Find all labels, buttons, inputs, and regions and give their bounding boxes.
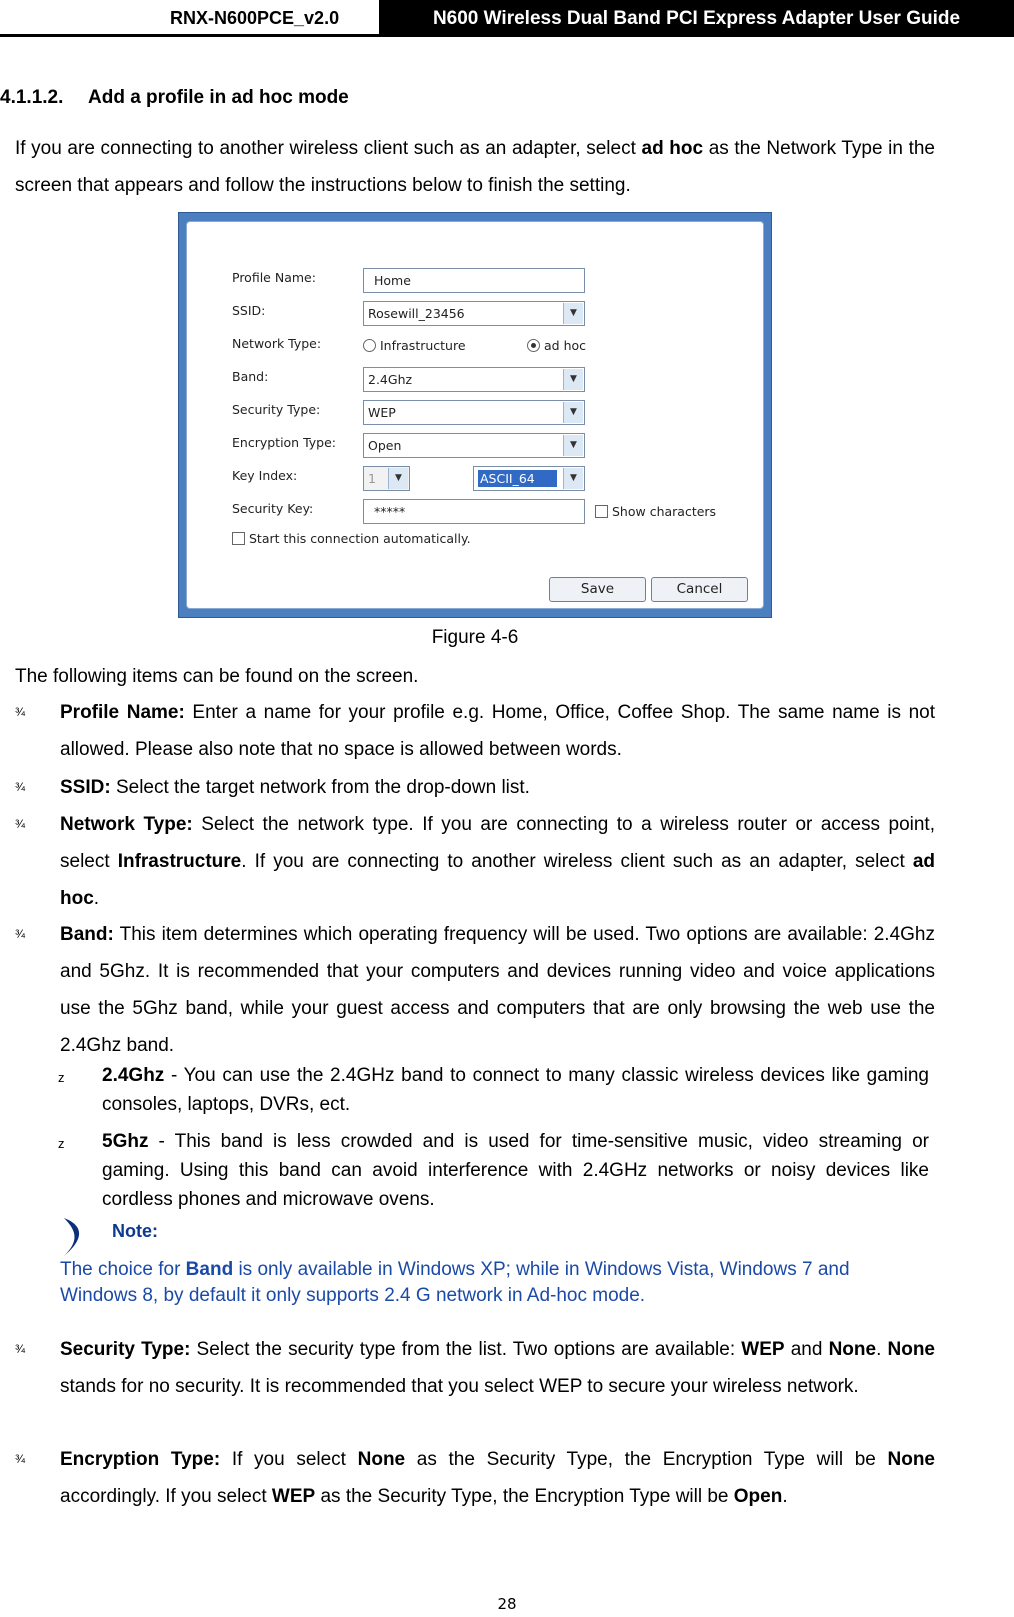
item-text: - You can use the 2.4GHz band to connect to many classic wireless devices like gaming consoles, laptops, DVRs, ect. <box>102 1065 929 1115</box>
bullet-glyph: ¾ <box>15 705 26 719</box>
note-label: Note: <box>112 1221 158 1241</box>
item-term: None <box>887 1339 935 1360</box>
item-term: Encryption Type: <box>60 1449 221 1470</box>
label-profile-name: Profile Name: <box>232 270 316 285</box>
bullet-glyph: ¾ <box>15 1342 26 1356</box>
key-index-select[interactable] <box>363 466 410 491</box>
note-text <box>60 1257 930 1309</box>
section-title: Add a profile in ad hoc mode <box>88 87 349 108</box>
ssid-value: Rosewill_23456 <box>368 306 465 321</box>
checkbox-icon[interactable] <box>232 532 245 545</box>
item-band <box>60 916 935 1064</box>
intro-paragraph <box>15 130 935 204</box>
radio-infrastructure[interactable] <box>363 338 466 353</box>
cancel-button[interactable]: Cancel <box>651 577 748 602</box>
item-text: . If you are connecting to another wireless client such as an adapter, select <box>241 851 913 872</box>
item-text: . <box>93 888 100 909</box>
item-text: Select the security type from the list. Two options are available: <box>190 1339 742 1360</box>
label-encryption-type: Encryption Type: <box>232 435 337 450</box>
item-text: Select the target network from the drop-down list. <box>110 777 530 798</box>
item-text: . <box>782 1486 788 1507</box>
item-security-type <box>60 1331 935 1405</box>
label-security-key: Security Key: <box>232 501 314 516</box>
bullet-glyph: ¾ <box>15 817 26 831</box>
checkbox-icon[interactable] <box>595 505 608 518</box>
radio-ad-hoc[interactable] <box>527 338 586 353</box>
section-heading <box>0 87 349 109</box>
item-term: WEP <box>741 1339 785 1360</box>
item-text: as the Security Type, the Encryption Type will be <box>405 1449 888 1470</box>
profile-dialog <box>186 221 764 609</box>
security-type-value: WEP <box>368 405 396 420</box>
sub-bullet-glyph: z <box>58 1070 65 1085</box>
encryption-type-value: Open <box>368 438 402 453</box>
item-text: stands for no security. It is recommended that you select WEP to secure your wireless network. <box>60 1376 859 1397</box>
security-type-select[interactable] <box>363 400 585 425</box>
item-term: Band: <box>60 924 114 945</box>
profile-name-input[interactable]: Home <box>363 268 585 293</box>
intro-text-1: If you are connecting to another wireless client such as an adapter, select <box>15 138 642 159</box>
figure-caption: Figure 4-6 <box>431 627 519 648</box>
label-key-index: Key Index: <box>232 468 298 483</box>
show-characters-label: Show characters <box>612 504 717 519</box>
item-term: Profile Name: <box>60 702 185 723</box>
section-number: 4.1.1.2. <box>0 87 64 108</box>
chevron-down-icon[interactable]: ▼ <box>563 402 583 423</box>
item-text: Select the network type. If you are connecting to a wireless router or access point, select <box>60 814 935 872</box>
chevron-down-icon[interactable]: ▼ <box>563 435 583 456</box>
item-encryption-type <box>60 1441 935 1515</box>
intro-bold: ad hoc <box>641 138 704 159</box>
item-term: Network Type: <box>60 814 193 835</box>
band-select[interactable] <box>363 367 585 392</box>
header-model: RNX-N600PCE_v2.0 <box>170 8 340 28</box>
item-term: None <box>357 1449 406 1470</box>
lead-text: The following items can be found on the screen. <box>15 666 419 687</box>
item-profile-name <box>60 694 935 768</box>
item-term: None <box>828 1339 877 1360</box>
bullet-glyph: ¾ <box>15 780 26 794</box>
start-auto-label: Start this connection automatically. <box>249 531 471 546</box>
item-term: 5Ghz <box>102 1131 149 1152</box>
page-number: 28 <box>497 1595 517 1613</box>
chevron-down-icon[interactable]: ▼ <box>563 369 583 390</box>
bullet-glyph: ¾ <box>15 927 26 941</box>
item-term: Open <box>733 1486 783 1507</box>
sub-bullet-glyph: z <box>58 1136 65 1151</box>
key-format-select[interactable] <box>473 466 585 491</box>
item-term: None <box>887 1449 935 1470</box>
save-button[interactable]: Save <box>549 577 646 602</box>
header-title: N600 Wireless Dual Band PCI Express Adapter User Guide <box>379 0 1014 36</box>
ssid-select[interactable] <box>363 301 585 326</box>
item-text: Enter a name for your profile e.g. Home, Office, Coffee Shop. The same name is not allowed. Please also note that no space is allowed between words. <box>60 702 935 760</box>
label-ssid: SSID: <box>232 303 266 318</box>
encryption-type-select[interactable] <box>363 433 585 458</box>
label-band: Band: <box>232 369 269 384</box>
note-text-1: The choice for <box>60 1259 186 1280</box>
start-auto-checkbox[interactable] <box>232 531 471 546</box>
item-term: Security Type: <box>60 1339 191 1360</box>
label-network-type: Network Type: <box>232 336 322 351</box>
item-term: ad hoc <box>60 851 935 909</box>
security-key-input[interactable]: ***** <box>363 499 585 524</box>
radio-infrastructure-label: Infrastructure <box>380 338 466 353</box>
item-term: SSID: <box>60 777 111 798</box>
item-ssid <box>60 769 935 806</box>
key-index-value: 1 <box>368 471 376 486</box>
note-bold: Band <box>185 1259 234 1280</box>
item-text: - This band is less crowded and is used for time-sensitive music, video streaming or gaming. Using this band can avoid interference with 2.4GHz networks or noisy devices like cordless phones and microwave ovens. <box>102 1131 929 1210</box>
item-term: 2.4Ghz <box>102 1065 165 1086</box>
page-header <box>0 0 1014 38</box>
show-characters-checkbox[interactable] <box>595 504 716 519</box>
item-band-5ghz <box>102 1127 929 1214</box>
profile-dialog-figure <box>178 212 772 618</box>
radio-selected-icon[interactable] <box>527 339 540 352</box>
note-icon <box>58 1216 94 1258</box>
note-text-2: is only available in Windows XP; while in Windows Vista, Windows 7 and Windows 8, by default it only supports 2.4 G network in Ad-hoc mode. <box>60 1259 850 1306</box>
chevron-down-icon[interactable]: ▼ <box>563 468 583 489</box>
item-text: accordingly. If you select <box>60 1486 272 1507</box>
band-value: 2.4Ghz <box>368 372 413 387</box>
key-format-value: ASCII_64 <box>478 470 557 487</box>
item-band-24ghz <box>102 1061 929 1119</box>
bullet-glyph: ¾ <box>15 1452 26 1466</box>
item-text: This item determines which operating frequency will be used. Two options are available: 2.4Ghz and 5Ghz. It is recommended that your computers and devices running video and voice applications use the 5Ghz band, while your guest access and computers that are only browsing the web use the 2.4Ghz band. <box>60 924 935 1056</box>
intro-text-2: as the Network Type in the screen that appears and follow the instructions below to finish the setting. <box>15 138 935 196</box>
item-text: . <box>876 1339 888 1360</box>
radio-icon[interactable] <box>363 339 376 352</box>
item-text: as the Security Type, the Encryption Type will be <box>315 1486 734 1507</box>
chevron-down-icon[interactable]: ▼ <box>388 468 408 489</box>
item-text: If you select <box>220 1449 358 1470</box>
item-text: and <box>784 1339 829 1360</box>
chevron-down-icon[interactable]: ▼ <box>563 303 583 324</box>
label-security-type: Security Type: <box>232 402 321 417</box>
item-term: WEP <box>271 1486 316 1507</box>
item-network-type <box>60 806 935 917</box>
item-term: Infrastructure <box>117 851 242 872</box>
radio-ad-hoc-label: ad hoc <box>544 338 587 353</box>
